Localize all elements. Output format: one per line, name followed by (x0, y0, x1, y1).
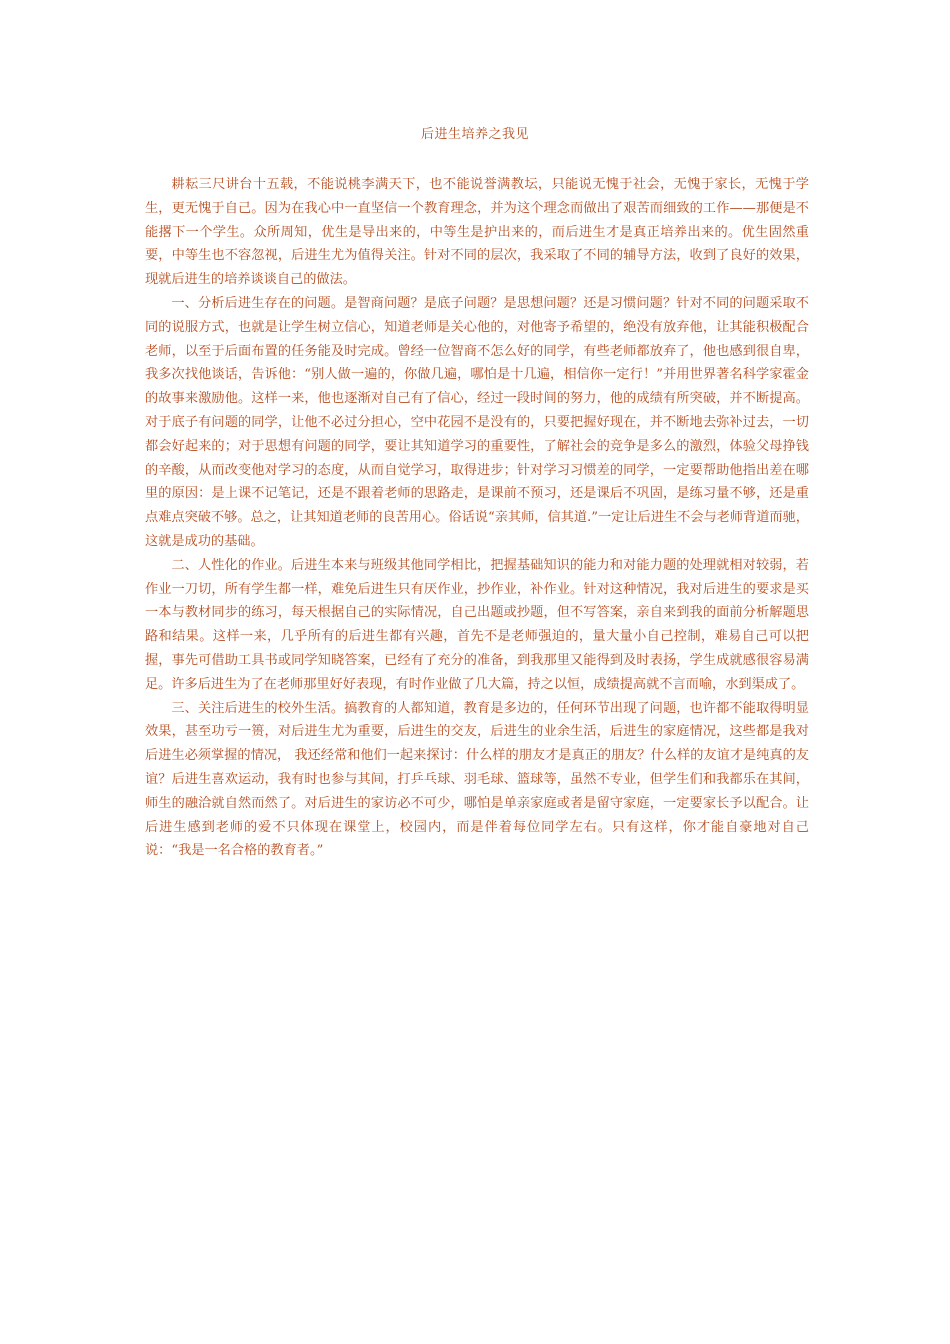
document-title: 后进生培养之我见 (420, 127, 529, 142)
document-body (145, 173, 809, 863)
paragraph-intro: 耕耘三尺讲台十五载，不能说桃李满天下，也不能说誉满教坛，只能说无愧于社会，无愧于家长，无愧于学生，更无愧于自己。因为在我心中一直坚信一个教育理念，并为这个理念而做出了艰苦而细致的工作——那便是不能撂下一个学生。众所周知，优生是导出来的，中等生是护出来的，而后进生才是真正培养出来的。优生固然重要，中等生也不容忽视，后进生尤为值得关注。针对不同的层次，我采取了不同的辅导方法，收到了良好的效果，现就后进生的培养谈谈自己的做法。 (145, 177, 809, 288)
paragraph-section-1: 一、分析后进生存在的问题。是智商问题？是底子问题？是思想问题？还是习惯问题？针对不同的问题采取不同的说服方式，也就是让学生树立信心，知道老师是关心他的，对他寄予希望的，绝没有放弃他，让其能积极配合老师，以至于后面布置的任务能及时完成。曾经一位智商不怎么好的同学，有些老师都放弃了，他也感到很自卑，我多次找他谈话，告诉他：“别人做一遍的，你做几遍，哪怕是十几遍，相信你一定行！”并用世界著名科学家霍金的故事来激励他。这样一来，他也逐渐对自己有了信心，经过一段时间的努力，他的成绩有所突破，并不断提高。对于底子有问题的同学，让他不必过分担心，空中花园不是没有的，只要把握好现在，并不断地去弥补过去，一切都会好起来的；对于思想有问题的同学，要让其知道学习的重要性，了解社会的竞争是多么的激烈，体验父母挣钱的辛酸，从而改变他对学习的态度，从而自觉学习，取得进步；针对学习习惯差的同学，一定要帮助他指出差在哪里的原因：是上课不记笔记，还是不跟着老师的思路走，是课前不预习，还是课后不巩固，是练习量不够，还是重点难点突破不够。总之，让其知道老师的良苦用心。俗话说“亲其师，信其道.”一定让后进生不会与老师背道而驰，这就是成功的基础。 (145, 295, 809, 549)
paragraph-section-3: 三、关注后进生的校外生活。搞教育的人都知道，教育是多边的，任何环节出现了问题，也许都不能取得明显效果，甚至功亏一篑，对后进生尤为重要，后进生的交友，后进生的业余生活，后进生的家庭情况，这些都是我对后进生必须掌握的情况， 我还经常和他们一起来探讨：什么样的朋友才是真正的朋友？什么样的友谊才是纯真的友谊？后进生喜欢运动，我有时也参与其间，打乒乓球、羽毛球、篮球等，虽然不专业，但学生们和我都乐在其间，师生的融洽就自然而然了。对后进生的家访必不可少，哪怕是单亲家庭或者是留守家庭，一定要家长予以配合。让后进生感到老师的爱不只体现在课堂上，校园内，而是伴着每位同学左右。只有这样，你才能自豪地对自己说：“我是一名合格的教育者。” (145, 700, 809, 859)
paragraph-section-2: 二、人性化的作业。后进生本来与班级其他同学相比，把握基础知识的能力和对能力题的处理就相对较弱，若作业一刀切，所有学生都一样，难免后进生只有厌作业，抄作业，补作业。针对这种情况，我对后进生的要求是买一本与教材同步的练习，每天根据自己的实际情况，自己出题或抄题，但不写答案，亲自来到我的面前分析解题思路和结果。这样一来，几乎所有的后进生都有兴趣，首先不是老师强迫的，量大量小自己控制，难易自己可以把握，事先可借助工具书或同学知晓答案，已经有了充分的准备，到我那里又能得到及时表扬，学生成就感很容易满足。许多后进生为了在老师那里好好表现，有时作业做了几大篇，持之以恒，成绩提高就不言而喻，水到渠成了。 (145, 557, 809, 692)
